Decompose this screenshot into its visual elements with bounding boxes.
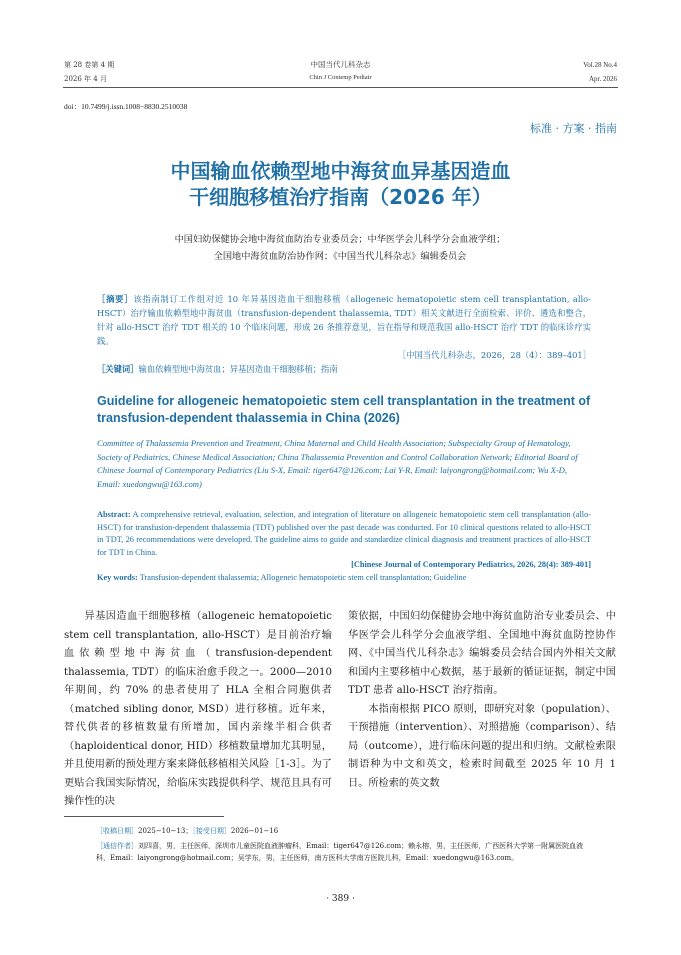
abstract-en-citation: [Chinese Journal of Contemporary Pediatrics, 2026, 28(4): 389-401]	[351, 560, 591, 569]
header-date: 2026 年 4 月	[64, 75, 107, 83]
category-tag: 标准 · 方案 · 指南	[530, 122, 617, 135]
authors-cn-line2: 全国地中海贫血防治协作网；《中国当代儿科杂志》编辑委员会	[213, 251, 467, 262]
corr-text: 刘四喜，男，主任医师，深圳市儿童医院血液肿瘤科，Email：tiger647@126.com；赖永榕，男，主任医师，广西医科大学第一附属医院血液科，Email：laiyongrong@hotmail.com；吴学东，男，主任医师，南方医科大学南方医院儿科，Email：xuedongwu@163.com。	[96, 842, 584, 862]
authors-en: Committee of Thalassemia Prevention and Treatment, China Maternal and Child Health Association; Subspecialty Group of Hematology, Society of Pediatrics, Chinese Medical Association; China Thalassemia Prevention and Control Collaboration Network; Editorial Board of Chinese Journal of Contemporary Pediatrics (Liu S-X, Email: tiger647@126.com; Lai Y-R, Email: laiyongrong@hotmail.com; Wu X-D, Email: xuedongwu@163.com)	[97, 438, 578, 489]
page-number: · 389 ·	[326, 894, 355, 904]
header-rule	[63, 87, 618, 88]
header-journal-cn: 中国当代儿科杂志	[310, 60, 371, 69]
title-en-line1: Guideline for allogeneic hematopoietic stem cell transplantation in the treatment of	[97, 394, 591, 408]
footnote-dates	[96, 825, 596, 837]
received-label: ［收稿日期］	[96, 827, 138, 835]
body-paragraph-2: 本指南根据 PICO 原则，即研究对象（population）、干预措施（intervention）、对照措施（comparison）、结局（outcome），进行临床问题的提出和归纳。文献检索限制语种为中文和英文，检索时间截至 2025 年 10 月 1 日。所检索的英文数	[348, 703, 616, 789]
title-cn-line2: 干细胞移植治疗指南（2026 年）	[189, 185, 492, 209]
keywords-en	[97, 572, 591, 585]
abstract-en-text: A comprehensive retrieval, evaluation, selection, and integration of literature on allogeneic hematopoietic stem cell transplantation (allo-HSCT) for transfusion-dependent thalassemia (TDT) published over the past decade was conducted. For 10 clinical questions related to allo-HSCT in TDT, 26 recommendations were developed. The guideline aims to guide and standardize clinical diagnosis and treatment practices of allo-HSCT for TDT in China.	[97, 510, 591, 557]
abstract-cn	[97, 292, 591, 376]
keywords-cn	[97, 362, 591, 376]
accepted-label: ［接受日期］	[192, 827, 231, 835]
authors-cn-line1: 中国妇幼保健协会地中海贫血防治专业委员会；中华医学会儿科学分会血液学组；	[174, 234, 506, 245]
abstract-cn-label: ［摘要］	[97, 294, 134, 304]
body-paragraph-1: 异基因造血干细胞移植（allogeneic hematopoietic stem cell transplantation, allo-HSCT）是目前治疗输血依赖型地中海贫血（transfusion-dependent thalassemia, TDT）的临床治愈手段之一。2000—2010 年期间，约 70% 的患者使用了 HLA 全相合同胞供者（matched sibling donor, MSD）进行移植。近年来，替代供者的移植数量有所增加，国内亲缘半相合供者（haploidentical donor, HID）移植数量增加尤其明显，并且使用新的预处理方案来降低移植相关风险［1-3］。为了更贴合我国实际情况，给临床实践提供科学、规范且具有可操作性的决	[64, 611, 332, 807]
header-journal-en: Chin J Contemp Pediatr	[309, 74, 372, 81]
keywords-cn-label: ［关键词］	[97, 364, 139, 374]
abstract-en	[97, 509, 591, 584]
abstract-cn-citation: ［中国当代儿科杂志，2026，28（4）：389–401］	[397, 350, 591, 360]
body-right-column	[348, 608, 616, 793]
keywords-en-label: Key words:	[97, 572, 138, 582]
keywords-cn-text: 输血依赖型地中海贫血；异基因造血干细胞移植；指南	[138, 364, 338, 374]
received-date: 2025−10−13；	[138, 827, 193, 835]
doi: doi：10.7499/j.issn.1008−8830.2510038	[64, 102, 188, 111]
body-paragraph-1-cont: 策依据，中国妇幼保健协会地中海贫血防治专业委员会、中华医学会儿科学分会血液学组、全国地中海贫血防控协作网、《中国当代儿科杂志》编辑委员会结合国内外相关文献和国内主要移植中心数据，基于最新的循证证据，制定中国 TDT 患者 allo-HSCT 治疗指南。	[348, 611, 616, 696]
body-left-column	[64, 608, 332, 812]
keywords-en-text: Transfusion-dependent thalassemia; Allogeneic hematopoietic stem cell transplantation; Guideline	[139, 572, 467, 582]
corr-label: ［通信作者］	[96, 842, 138, 850]
abstract-en-label: Abstract:	[97, 510, 131, 519]
title-en-line2: transfusion-dependent thalassemia in China (2026)	[97, 411, 400, 425]
header-volume: 第 28 卷第 4 期	[64, 61, 115, 69]
accepted-date: 2026−01−16	[230, 827, 279, 835]
header-vol-en: Vol.28 No.4	[583, 61, 617, 69]
title-cn-line1: 中国输血依赖型地中海贫血异基因造血	[170, 159, 511, 183]
footnote-rule	[64, 816, 224, 817]
header-date-en: Apr. 2026	[589, 75, 617, 83]
abstract-cn-text: 该指南制订工作组对近 10 年异基因造血干细胞移植（allogeneic hematopoietic stem cell transplantation, allo-HSCT）治疗输血依赖型地中海贫血（transfusion-dependent thalassemia, TDT）相关文献进行全面检索、评价、遴选和整合，针对 allo-HSCT 治疗 TDT 相关的 10 个临床问题，形成 26 条推荐意见，旨在指导和规范我国 allo-HSCT 治疗 TDT 的临床诊疗实践。	[97, 294, 591, 346]
footnote-corresponding	[96, 840, 596, 864]
